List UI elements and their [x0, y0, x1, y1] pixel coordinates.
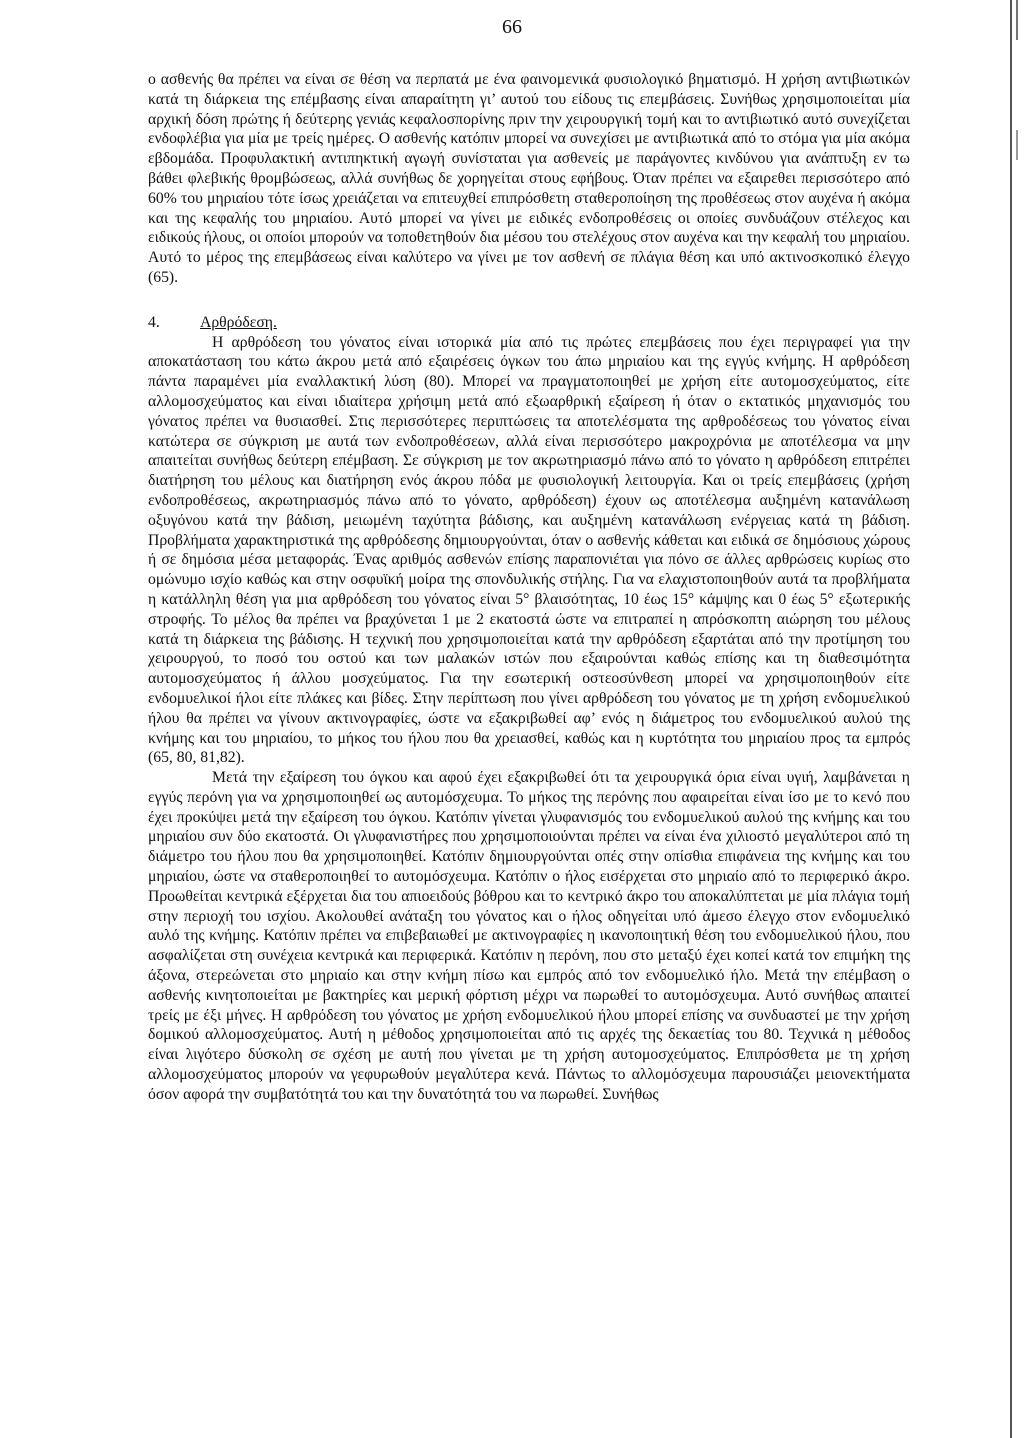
paragraph: Η αρθρόδεση του γόνατος είναι ιστορικά μία από τις πρώτες επεμβάσεις που έχει περιγραφεί για την αποκατάσταση του κάτω άκρου μετά από εξαιρέσεις όγκων του άπω μηριαίου και της εγγύς κνήμης. Η αρθρόδεση πάντα παραμένει μία εναλλακτική λύση (80). Μπορεί να πραγματοποιηθεί με χρήση είτε αυτομοσχεύματος, είτε αλλομοσχεύματος και είναι ιδιαίτερα χρήσιμη μετά από εξωαρθρική εξαίρεση ή όταν ο εκτατικός μηχανισμός του γόνατος πρέπει να θυσιασθεί. Στις περισσότερες περιπτώσεις τα αποτελέσματα της αρθροδέσεως του γόνατος είναι κατώτερα σε σύγκριση με αυτά των ενδοπροθέσεων, αλλά είναι περισσότερο μακροχρόνια με αποτέλεσμα να μην απαιτείται συνήθως δεύτερη επέμβαση. Σε σύγκριση με τον ακρωτηριασμό πάνω από το γόνατο η αρθρόδεση επιτρέπει διατήρηση του μέλους και διατήρηση ενός άκρου πόδα με φυσιολογική λειτουργία. Και οι τρείς επεμβάσεις (χρήση ενδοπροθέσεως, ακρωτηριασμός πάνω από το γόνατο, αρθρόδεση) έχουν ως αποτέλεσμα αυξημένη κατανάλωση οξυγόνου κατά την βάδιση, μειωμένη ταχύτητα βάδισης, και αυξημένη κατανάλωση ενέργειας κατά τη βάδιση. Προβλήματα χαρακτηριστικά της αρθρόδεσης δημιουργούνται, όταν ο ασθενής κάθεται και ειδικά σε δημόσιους χώρους ή σε δημόσια μέσα μεταφοράς. Ένας αριθμός ασθενών επίσης παραπονιέται για πόνο σε άλλες αρθρώσεις κυρίως στο ομώνυμο ισχίο καθώς και στην οσφυϊκή μοίρα της σπονδυλικής στήλης. Για να ελαχιστοποιηθούν αυτά τα προβλήματα η κατάλληλη θέση για μια αρθρόδεση του γόνατος είναι 5° βλαισότητας, 10 έως 15° κάμψης και 0 έως 5° εξωτερικής στροφής. Το μέλος θα πρέπει να βραχύνεται 1 με 2 εκατοστά ώστε να επιτραπεί η απρόσκοπτη αιώρηση του μέλους κατά τη διάρκεια της βάδισης. Η τεχνική που χρησιμοποιείται κατά την αρθρόδεση εξαρτάται από την προτίμηση του χειρουργού, το ποσό του οστού και των μαλακών ιστών που εξαιρούνται καθώς επίσης και τη διαθεσιμότητα αυτομοσχεύματος ή άλλου μοσχεύματος. Για την εσωτερική οστεοσύνθεση μπορεί να χρησιμοποιηθούν είτε ενδομυελικοί ήλοι είτε πλάκες και βίδες. Στην περίπτωση που γίνει αρθρόδεση του γόνατος με τη χρήση ενδομυελικού ήλου θα πρέπει να γίνουν ακτινογραφίες, ώστε να εξακριβωθεί αφ’ ενός η διάμετρος του ενδομυελικού αυλού της κνήμης και του μηριαίου, το μήκος του ήλου που θα χρειασθεί, καθώς και η κυρτότητα του μηριαίου προς τα εμπρός (65, 80, 81,82). — [148, 333, 910, 767]
paragraph: Μετά την εξαίρεση του όγκου και αφού έχει εξακριβωθεί ότι τα χειρουργικά όρια είναι υγιή, λαμβάνεται η εγγύς περόνη για να χρησιμοποιηθεί ως αυτομόσχευμα. Το μήκος της περόνης που αφαιρείται είναι ίσο με το κενό που έχει προκύψει μετά την εξαίρεση του όγκου. Κατόπιν γίνεται γλυφανισμός του ενδομυελικού αυλού της κνήμης και του μηριαίου συν δύο εκατοστά. Οι γλυφανιστήρες που χρησιμοποιούνται πρέπει να είναι ένα χιλιοστό μεγαλύτεροι από τη διάμετρο του ήλου που θα χρησιμοποιηθεί. Κατόπιν δημιουργούνται οπές στην οπίσθια επιφάνεια της κνήμης και του μηριαίου, ώστε να σταθεροποιηθεί το αυτομόσχευμα. Κατόπιν ο ήλος εισέρχεται στο μηριαίο από το περιφερικό άκρο. Προωθείται κεντρικά εξέρχεται δια του απιοειδούς βόθρου και το κεντρικό άκρο του αποκαλύπτεται με μία πλάγια τομή στην περιοχή του ισχίου. Ακολουθεί ανάταξη του γόνατος και ο ήλος οδηγείται υπό άμεσο έλεγχο στον ενδομυελικό αυλό της κνήμης. Κατόπιν πρέπει να επιβεβαιωθεί με ακτινογραφίες η ικανοποιητική θέση του ενδομυελικού ήλου, που ασφαλίζεται στη συνέχεια κεντρικά και περιφερικά. Κατόπιν η περόνη, που στο μεταξύ έχει κοπεί κατά τον επιμήκη της άξονα, στερεώνεται στο μηριαίο και στην κνήμη πίσω και εμπρός από τον ενδομυελικό ήλο. Μετά την επέμβαση ο ασθενής κινητοποιείται με βακτηρίες και μερική φόρτιση μέχρι να πωρωθεί το αυτομόσχευμα. Αυτό συνήθως απαιτεί τρείς με έξι μήνες. Η αρθρόδεση του γόνατος με χρήση ενδομυελικού ήλου μπορεί επίσης να συνδυαστεί με την χρήση δομικού αλλομοσχεύματος. Αυτή η μέθοδος χρησιμοποιείται από τις αρχές της δεκαετίας του 80. Τεχνικά η μέθοδος είναι λιγότερο δύσκολη σε σχέση με αυτή που γίνεται με τη χρήση αυτομοσχεύματος. Επιπρόσθετα με τη χρήση αλλομοσχεύματος μπορούν να γεφυρωθούν μεγαλύτερα κενά. Πάντως το αλλομόσχευμα παρουσιάζει μειονεκτήματα όσον αφορά την συμβατότητά του και την δυνατότητά του να πωρωθεί. Συνήθως — [148, 769, 910, 1103]
section-number: 4. — [148, 313, 160, 331]
paragraph: ο ασθενής θα πρέπει να είναι σε θέση να περπατά με ένα φαινομενικά φυσιολογικό βηματισμό. Η χρήση αντιβιωτικών κατά τη διάρκεια της επέμβασης είναι απαραίτητη γι’ αυτού του είδους τις επεμβάσεις. Συνήθως χρησιμοποιείται μία αρχική δόση πρώτης ή δεύτερης γενιάς κεφαλοσπορίνης πριν την χειρουργική τομή και το αντιβιωτικό αυτό συνεχίζεται ενδοφλέβια για μία με τρείς ημέρες. Ο ασθενής κατόπιν μπορεί να συνεχίσει με αντιβιωτικά από το στόμα για μία ακόμα εβδομάδα. Προφυλακτική αντιπηκτική αγωγή συνίσταται για ασθενείς με παράγοντες κινδύνου για ανάπτυξη εν τω βάθει φλεβικής θρομβώσεως, αλλά συνήθως δε χορηγείται στους εφήβους. Όταν πρέπει να εξαιρεθει περισσότερο από 60% του μηριαίου τότε ίσως χρειάζεται να επιτευχθεί επιπρόσθετη σταθεροποίηση της προθέσεως στον αυχένα ή ακόμα και της κεφαλής του μηριαίου. Αυτό μπορεί να γίνει με ειδικές ενδοπροθέσεις οι οποίες συνδυάζουν στέλεχος και ειδικούς ήλους, οι οποίοι μπορούν να τοποθετηθούν δια μέσου του στελέχους στον αυχένα και την κεφαλή του μηριαίου. Αυτό το μέρος της επεμβάσεως είναι καλύτερο να γίνει με τον ασθενή σε πλάγια θέση και υπό ακτινοσκοπικό έλεγχο (65). — [148, 71, 910, 286]
scan-edge-line — [1010, 0, 1012, 1438]
page-number: 66 — [502, 16, 522, 38]
section-title: Αρθρόδεση. — [200, 313, 277, 331]
section-heading — [148, 313, 910, 333]
body-text — [148, 70, 910, 1105]
scan-edge-mark — [1016, 130, 1018, 160]
